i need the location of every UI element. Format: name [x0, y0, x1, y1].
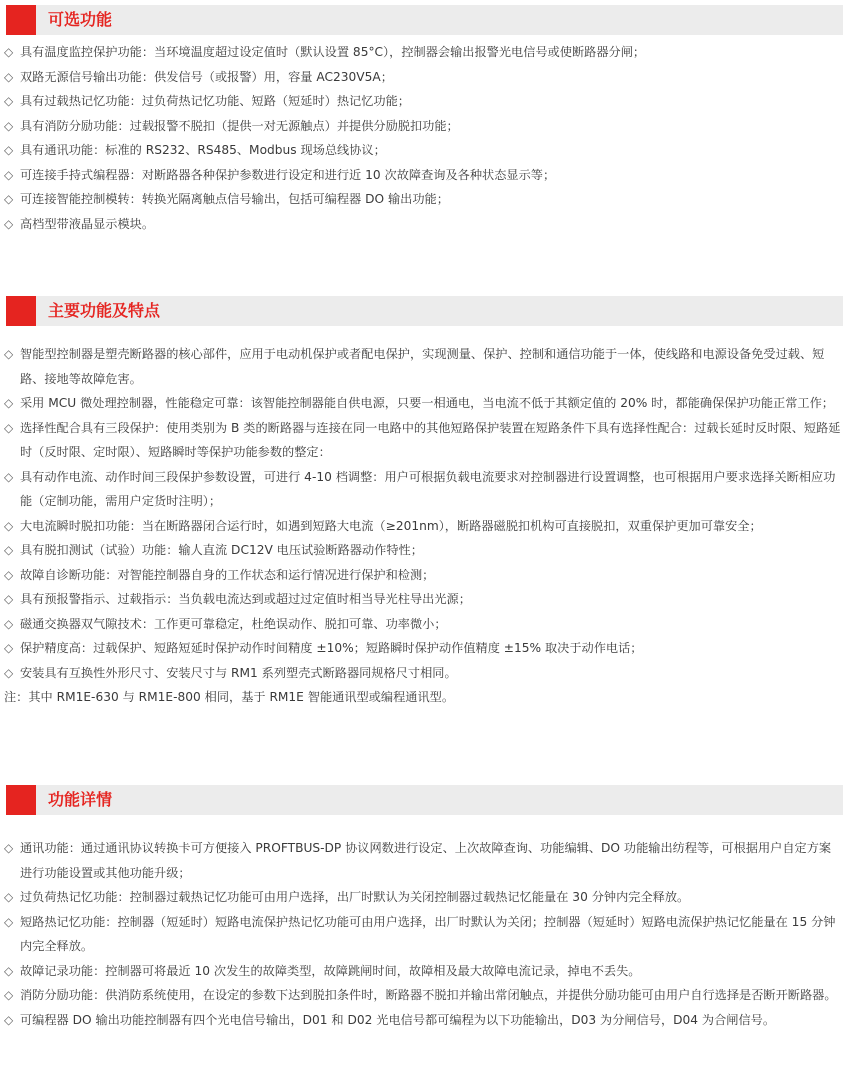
- section-optional-functions: [0, 5, 850, 35]
- diamond-bullet-icon: ◇: [4, 592, 14, 606]
- list-item: ◇ 具有动作电流、动作时间三段保护参数设置，可进行 4-10 档调整：用户可根据负载电流要求对控制器进行设置调整，也可根据用户要求选择关断相应功能（定制功能，需用户定货时注明）；: [0, 465, 850, 514]
- list-item: ◇ 保护精度高：过载保护、短路短延时保护动作时间精度 ±10%；短路瞬时保护动作值精度 ±15% 取决于动作电话；: [0, 636, 850, 661]
- list-item: ◇ 短路热记忆功能：控制器（短延时）短路电流保护热记忆功能可由用户选择，出厂时默认为关闭；控制器（短延时）短路电流保护热记忆能量在 15 分钟内完全释放。: [0, 910, 850, 959]
- diamond-bullet-icon: ◇: [4, 616, 14, 631]
- section-header: [6, 296, 843, 326]
- list-item: ◇ 可编程器 DO 输出功能控制器有四个光电信号输出，D01 和 D02 光电信号都可编程为以下功能输出，D03 为分闸信号，D04 为合闸信号。: [0, 1008, 850, 1033]
- list-item: ◇ 高档型带液晶显示模块。: [0, 212, 850, 237]
- section-header: [6, 5, 843, 35]
- diamond-bullet-icon: ◇: [4, 988, 14, 1002]
- function-details-list: [0, 836, 850, 1032]
- list-item: ◇ 双路无源信号输出功能：供发信号（或报警）用，容量 AC230V5A；: [0, 65, 850, 90]
- diamond-bullet-icon: ◇: [4, 192, 14, 206]
- list-item: ◇ 具有预报警指示、过载指示：当负载电流达到或超过过定值时相当导光柱导出光源；: [0, 587, 850, 612]
- list-item: ◇ 磁通交换器双气隙技术：工作更可靠稳定，杜绝误动作、脱扣可靠、功率微小；: [0, 612, 850, 637]
- section-header: [6, 785, 843, 815]
- list-item: ◇ 具有消防分励功能：过载报警不脱扣（提供一对无源触点）并提供分励脱扣功能；: [0, 114, 850, 139]
- diamond-bullet-icon: ◇: [4, 216, 14, 231]
- list-item: ◇ 故障自诊断功能：对智能控制器自身的工作状态和运行情况进行保护和检测；: [0, 563, 850, 588]
- accent-block: [6, 785, 36, 815]
- diamond-bullet-icon: ◇: [4, 69, 14, 84]
- diamond-bullet-icon: ◇: [4, 118, 14, 133]
- diamond-bullet-icon: ◇: [4, 963, 14, 978]
- diamond-bullet-icon: ◇: [4, 518, 14, 533]
- diamond-bullet-icon: ◇: [4, 914, 14, 929]
- diamond-bullet-icon: ◇: [4, 45, 14, 59]
- footnote: 注：其中 RM1E-630 与 RM1E-800 相同，基于 RM1E 智能通讯型或编程通讯型。: [4, 690, 455, 704]
- diamond-bullet-icon: ◇: [4, 420, 14, 435]
- diamond-bullet-icon: ◇: [4, 543, 14, 557]
- diamond-bullet-icon: ◇: [4, 1012, 14, 1027]
- accent-block: [6, 296, 36, 326]
- diamond-bullet-icon: ◇: [4, 94, 14, 108]
- diamond-bullet-icon: ◇: [4, 396, 14, 410]
- list-item: ◇ 具有脱扣测试（试验）功能：输人直流 DC12V 电压试验断路器动作特性；: [0, 538, 850, 563]
- list-item: ◇ 故障记录功能：控制器可将最近 10 次发生的故障类型，故障跳闸时间，故障相及最大故障电流记录，掉电不丢失。: [0, 959, 850, 984]
- list-item: ◇ 消防分励功能：供消防系统使用，在设定的参数下达到脱扣条件时，断路器不脱扣并输出常闭触点，并提供分励功能可由用户自行选择是否断开断路器。: [0, 983, 850, 1008]
- list-item: ◇ 具有温度监控保护功能：当环境温度超过设定值时（默认设置 85°C），控制器会输出报警光电信号或使断路器分闸；: [0, 40, 850, 65]
- accent-block: [6, 5, 36, 35]
- diamond-bullet-icon: ◇: [4, 841, 14, 855]
- list-item: ◇ 可连接手持式编程器：对断路器各种保护参数进行设定和进行近 10 次故障查询及各种状态显示等；: [0, 163, 850, 188]
- diamond-bullet-icon: ◇: [4, 641, 14, 655]
- list-item: ◇ 具有过载热记忆功能：过负荷热记忆功能、短路（短延时）热记忆功能；: [0, 89, 850, 114]
- section-title: 功能详情: [48, 790, 113, 809]
- diamond-bullet-icon: ◇: [4, 567, 14, 582]
- section-main-features: [0, 296, 850, 326]
- diamond-bullet-icon: ◇: [4, 469, 14, 484]
- list-item: ◇ 通讯功能：通过通讯协议转换卡可方便接入 PROFTBUS-DP 协议网数进行设定、上次故障查询、功能编辑、DO 功能输出纺程等，可根据用户自定方案进行功能设置或其他功能升级；: [0, 836, 850, 885]
- diamond-bullet-icon: ◇: [4, 143, 14, 157]
- diamond-bullet-icon: ◇: [4, 890, 14, 904]
- diamond-bullet-icon: ◇: [4, 665, 14, 680]
- list-item: ◇ 可连接智能控制模转：转换光隔离触点信号输出，包括可编程器 DO 输出功能；: [0, 187, 850, 212]
- section-title: 主要功能及特点: [48, 301, 161, 320]
- main-features-list: [0, 342, 850, 710]
- list-item: ◇ 采用 MCU 微处理控制器，性能稳定可靠：该智能控制器能自供电源，只要一相通电，当电流不低于其额定值的 20% 时，都能确保保护功能正常工作；: [0, 391, 850, 416]
- list-item: ◇ 智能型控制器是塑壳断路器的核心部件，应用于电动机保护或者配电保护，实现测量、保护、控制和通信功能于一体，使线路和电源设备免受过载、短路、接地等故障危害。: [0, 342, 850, 391]
- list-item: ◇ 过负荷热记忆功能：控制器过载热记忆功能可由用户选择，出厂时默认为关闭控制器过载热记忆能量在 30 分钟内完全释放。: [0, 885, 850, 910]
- optional-functions-list: [0, 40, 850, 236]
- section-title: 可选功能: [48, 10, 113, 29]
- list-item: ◇ 具有通讯功能：标准的 RS232、RS485、Modbus 现场总线协议；: [0, 138, 850, 163]
- diamond-bullet-icon: ◇: [4, 347, 14, 361]
- list-item: ◇ 安装具有互换性外形尺寸、安装尺寸与 RM1 系列塑壳式断路器同规格尺寸相同。: [0, 661, 850, 686]
- list-item: ◇ 大电流瞬时脱扣功能：当在断路器闭合运行时，如遇到短路大电流（≥201nm），断路器磁脱扣机构可直接脱扣，双重保护更加可靠安全；: [0, 514, 850, 539]
- list-item: ◇ 选择性配合具有三段保护：使用类别为 B 类的断路器与连接在同一电路中的其他短路保护装置在短路条件下具有选择性配合：过载长延时反时限、短路延时（反时限、定时限）、短路瞬时等保护功能参数的整定：: [0, 416, 850, 465]
- diamond-bullet-icon: ◇: [4, 167, 14, 182]
- section-function-details: [0, 785, 850, 815]
